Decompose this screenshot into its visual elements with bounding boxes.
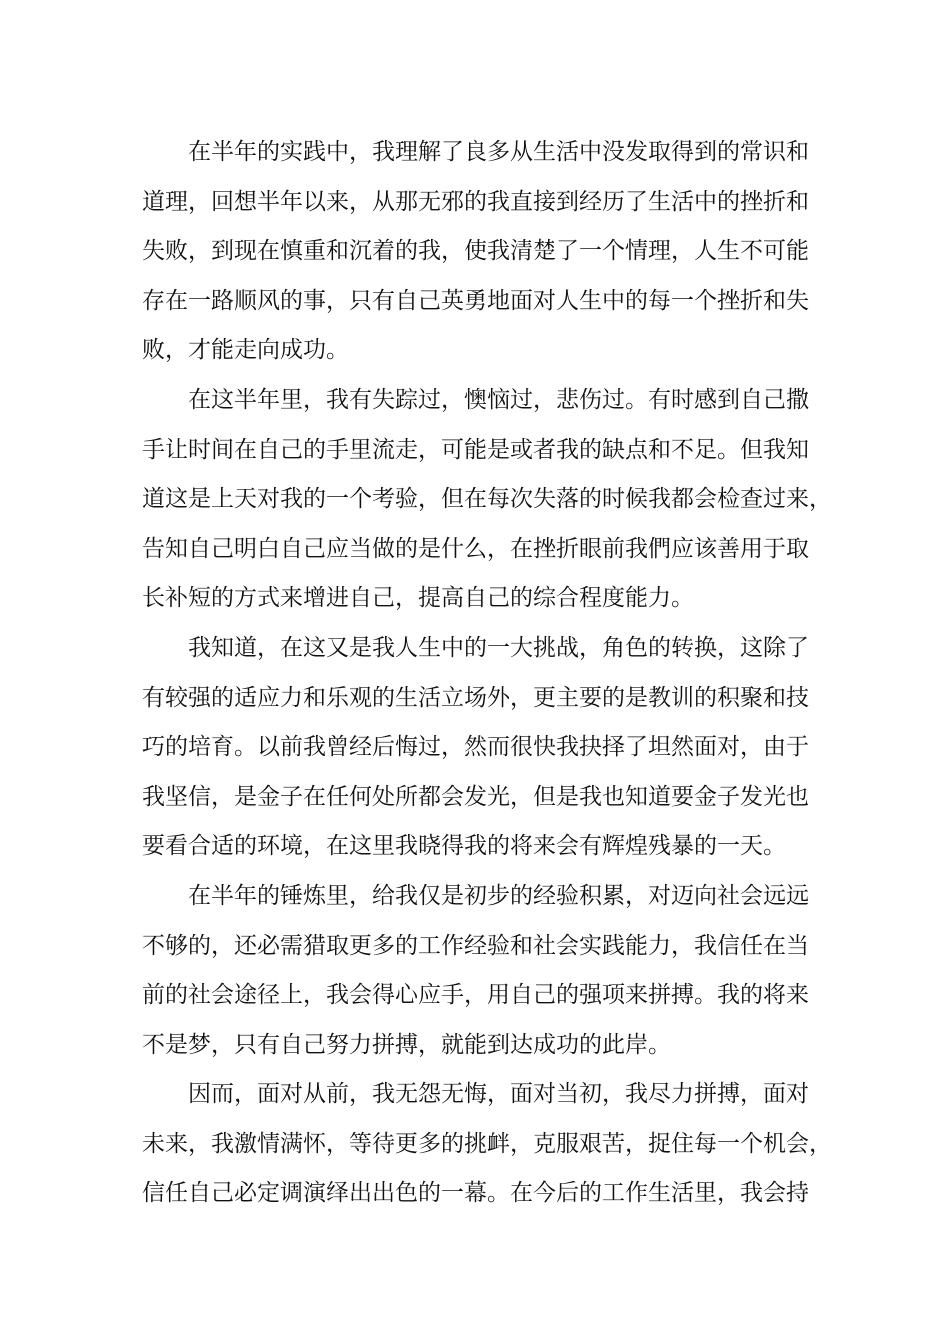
text-line: 告知自己明白自己应当做的是什么，在挫折眼前我們应该善用于取	[142, 535, 809, 562]
text-line: 未来，我激情满怀，等待更多的挑衅，克服艰苦，捉住每一个机会，	[142, 1130, 832, 1157]
text-line: 信任自己必定调演绎出出色的一幕。在今后的工作生活里，我会持	[142, 1180, 809, 1207]
text-line: 我坚信，是金子在任何处所都会发光，但是我也知道要金子发光也	[142, 783, 809, 810]
text-line: 手让时间在自己的手里流走，可能是或者我的缺点和不足。但我知	[142, 436, 809, 463]
paragraph	[142, 624, 832, 872]
text-line: 失败，到现在慎重和沉着的我，使我清楚了一个情理，人生不可能	[142, 238, 809, 265]
text-line: 道这是上天对我的一个考验，但在每次失落的时候我都会检查过来，	[142, 486, 832, 513]
text-line: 要看合适的环境，在这里我晓得我的将来会有辉煌残暴的一天。	[142, 833, 786, 860]
paragraph	[142, 128, 832, 376]
text-line: 有较强的适应力和乐观的生活立场外，更主要的是教训的积聚和技	[142, 684, 809, 711]
text-line: 前的社会途径上，我会得心应手，用自己的强项来拼搏。我的将来	[142, 982, 809, 1009]
text-line: 长补短的方式来增进自己，提高自己的综合程度能力。	[142, 585, 694, 612]
text-line: 巧的培育。以前我曾经后悔过，然而很快我抉择了坦然面对，由于	[142, 734, 809, 761]
text-line: 存在一路顺风的事，只有自己英勇地面对人生中的每一个挫折和失	[142, 287, 809, 314]
paragraph	[142, 872, 832, 1070]
text-line: 败，才能走向成功。	[142, 337, 349, 364]
paragraph	[142, 376, 832, 624]
text-line: 因而，面对从前，我无怨无悔，面对当初，我尽力拼搏，面对	[188, 1081, 809, 1108]
text-line: 在这半年里，我有失踪过，懊恼过，悲伤过。有时感到自己撒	[188, 386, 809, 413]
text-line: 道理，回想半年以来，从那无邪的我直接到经历了生活中的挫折和	[142, 188, 809, 215]
text-line: 不够的，还必需猎取更多的工作经验和社会实践能力，我信任在当	[142, 932, 809, 959]
text-line: 我知道，在这又是我人生中的一大挑战，角色的转换，这除了	[188, 634, 809, 661]
paragraph	[142, 1070, 832, 1219]
text-line: 不是梦，只有自己努力拼搏，就能到达成功的此岸。	[142, 1031, 671, 1058]
document-body	[142, 128, 832, 1219]
text-line: 在半年的实践中，我理解了良多从生活中没发取得到的常识和	[188, 139, 809, 165]
text-line: 在半年的锤炼里，给我仅是初步的经验积累，对迈向社会远远	[188, 882, 809, 909]
